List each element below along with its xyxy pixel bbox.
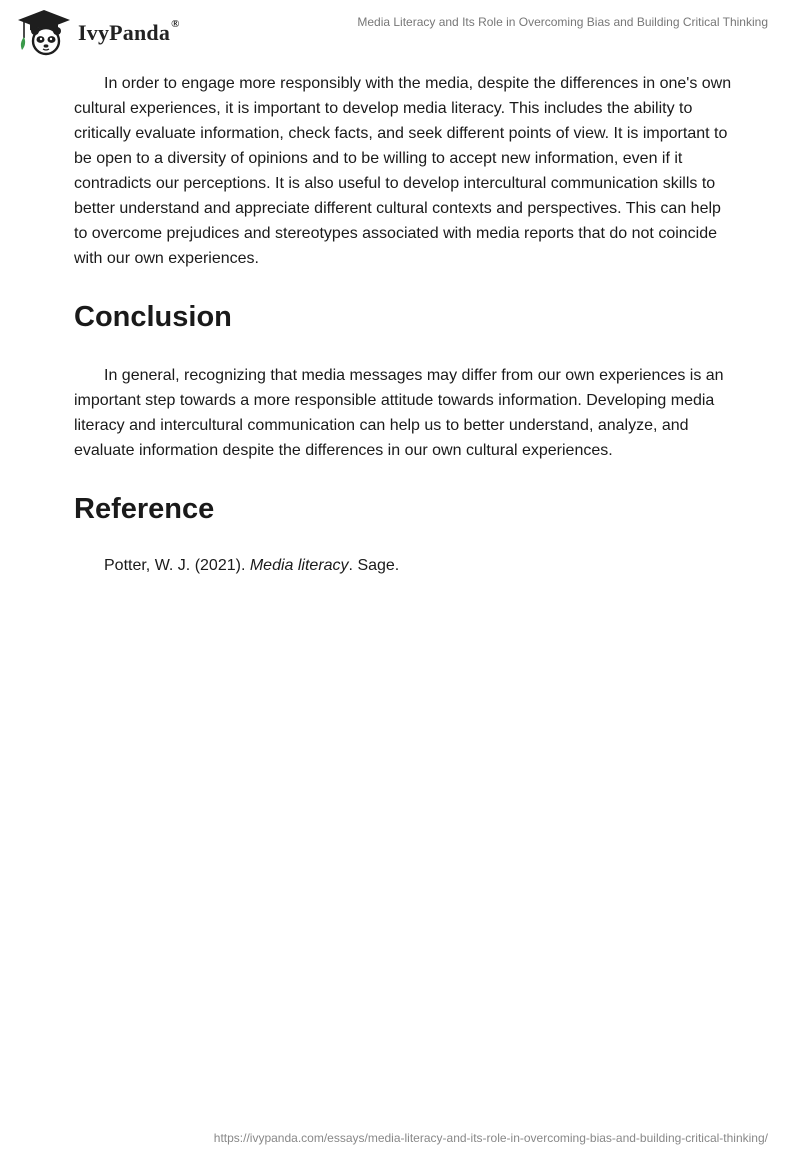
running-title: Media Literacy and Its Role in Overcoming Bias and Building Critical Thinking bbox=[357, 15, 768, 29]
logo-wordmark: IvyPanda bbox=[78, 20, 171, 45]
conclusion-heading: Conclusion bbox=[74, 301, 232, 333]
panda-graduation-cap-icon bbox=[16, 8, 72, 56]
reference-entry bbox=[74, 553, 734, 578]
essay-content bbox=[74, 71, 734, 578]
reference-title: Media literacy bbox=[249, 557, 349, 574]
ivypanda-logo[interactable] bbox=[16, 8, 179, 56]
page-header bbox=[0, 0, 800, 60]
conclusion-paragraph: In general, recognizing that media messages may differ from our own experiences is an important step towards a more responsible attitude towards information. Developing media literacy and intercultural communication can help us to better understand, analyze, and evaluate information despite the differences in our own cultural experiences. bbox=[74, 367, 724, 459]
reference-heading: Reference bbox=[74, 493, 215, 525]
reference-publisher: . Sage. bbox=[348, 557, 400, 574]
registered-mark: ® bbox=[171, 18, 180, 30]
source-url[interactable]: https://ivypanda.com/essays/media-literacy-and-its-role-in-overcoming-bias-and-building-critical-thinking/ bbox=[213, 1131, 768, 1145]
intro-paragraph: In order to engage more responsibly with the media, despite the differences in one's own cultural experiences, it is important to develop media literacy. This includes the ability to critically evaluate information, check facts, and seek different points of view. It is important to be open to a diversity of opinions and to be willing to accept new information, even if it contradicts our perceptions. It is also useful to develop intercultural communication skills to better understand and appreciate different cultural contexts and perspectives. This can help to overcome prejudices and stereotypes associated with media reports that do not coincide with our own experiences. bbox=[74, 75, 732, 267]
reference-authors-year: Potter, W. J. (2021). bbox=[104, 557, 250, 574]
